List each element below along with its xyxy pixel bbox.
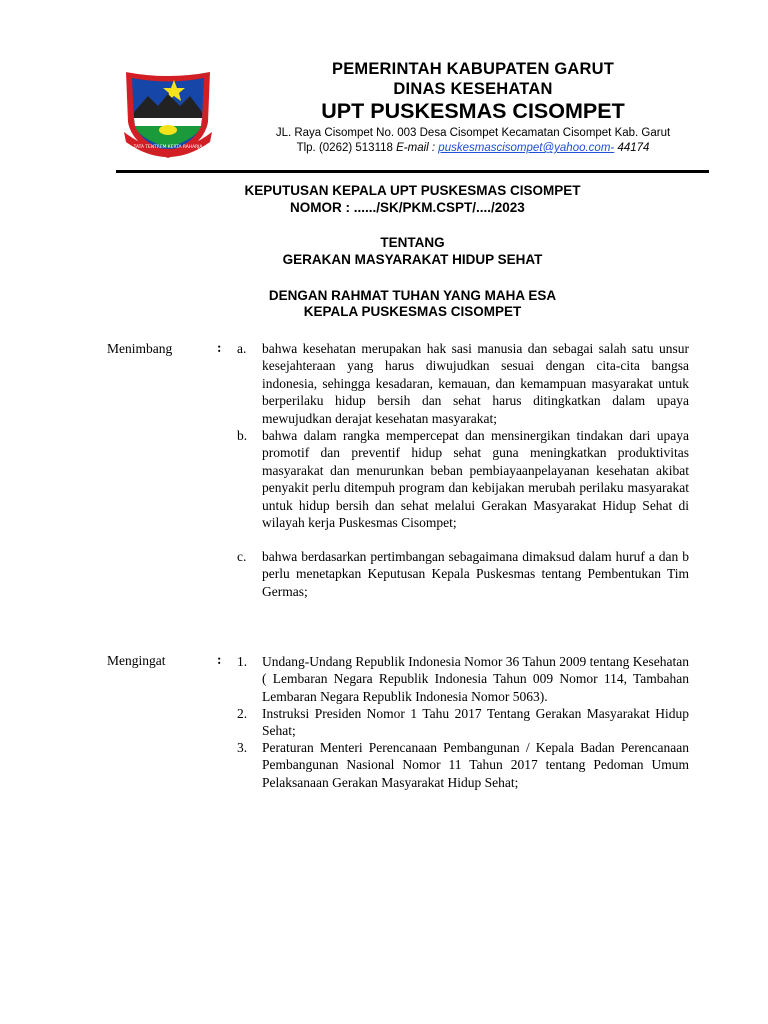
decree-number: NOMOR : ....../SK/PKM.CSPT/..../2023 — [290, 200, 525, 215]
decree-subject: GERAKAN MASYARAKAT HIDUP SEHAT — [282, 252, 543, 267]
section-label-mengingat: Mengingat — [107, 653, 166, 668]
section-colon: : — [217, 652, 222, 667]
list-marker: b. — [237, 428, 248, 443]
list-marker: a. — [237, 341, 247, 356]
list-marker: c. — [237, 549, 247, 564]
header-phone: Tlp. (0262) 513118 — [296, 142, 393, 154]
header-address: JL. Raya Cisompet No. 003 Desa Cisompet Kecamatan Cisompet Kab. Garut — [275, 127, 671, 139]
header-contact — [238, 142, 708, 154]
decree-rahmat: DENGAN RAHMAT TUHAN YANG MAHA ESA — [268, 288, 557, 303]
mengingat-item-1: Undang-Undang Republik Indonesia Nomor 36 Tahun 2009 tentang Kesehatan ( Lembaran Negara Republik Indonesia Tahun 009 Nomor 114, Tambahan Lembaran Negara Republik Indonesia Nomor 5063). — [262, 654, 689, 704]
garut-regency-emblem — [122, 66, 214, 160]
header-email-label: E-mail : — [396, 142, 436, 154]
header-government: PEMERINTAH KABUPATEN GARUT — [331, 60, 615, 78]
decree-title: KEPUTUSAN KEPALA UPT PUSKESMAS CISOMPET — [244, 183, 581, 198]
menimbang-item-c: bahwa berdasarkan pertimbangan sebagaimana dimaksud dalam huruf a dan b perlu menetapkan Keputusan Kepala Puskesmas tentang Pembentukan Tim Germas; — [262, 549, 689, 599]
header-department: DINAS KESEHATAN — [393, 80, 553, 98]
list-marker: 2. — [237, 706, 248, 721]
mengingat-item-2: Instruksi Presiden Nomor 1 Tahu 2017 Tentang Gerakan Masyarakat Hidup Sehat; — [262, 706, 689, 739]
section-colon: : — [217, 340, 222, 355]
decree-issuer: KEPALA PUSKESMAS CISOMPET — [303, 304, 522, 319]
header-divider — [116, 170, 709, 173]
mengingat-item-3: Peraturan Menteri Perencanaan Pembangunan / Kepala Badan Perencanaan Pembangunan Nasional Nomor 11 Tahun 2017 tentang Pedoman Umum Pelaksanaan Gerakan Masyarakat Hidup Sehat; — [262, 740, 689, 790]
svg-text:TATA TENTREM KERTA RAHARJA: TATA TENTREM KERTA RAHARJA — [133, 145, 203, 150]
header-email-link[interactable]: puskesmascisompet@yahoo.com- — [438, 142, 615, 154]
menimbang-item-b: bahwa dalam rangka mempercepat dan mensinergikan tindakan dari upaya promotif dan preventif hidup sehat guna meningkatkan produktivitas masyarakat dan menurunkan beban pembiayaanpelayanan kesehatan akibat penyakit perlu ditempuh program dan kebijakan merubah perilaku masyarakat untuk hidup bersih dan sehat melalui Gerakan Masyarakat Hidup Sehat di wilayah kerja Puskesmas Cisompet; — [262, 428, 689, 531]
list-marker: 3. — [237, 740, 248, 755]
header-postal-code: 44174 — [617, 142, 650, 154]
menimbang-item-a: bahwa kesehatan merupakan hak sasi manusia dan sebagai salah satu unsur kesejahteraan yang harus diwujudkan sesuai dengan cita-cita bangsa indonesia, sehingga kesadaran, kemauan, dan kemampuan masyarakat untuk berperilaku hidup bersih dan sehat harus ditingkatkan dalam upaya mewujudkan derajat kesehatan masyarakat; — [262, 341, 689, 426]
section-label-menimbang: Menimbang — [107, 341, 173, 356]
list-marker: 1. — [237, 654, 248, 669]
header-institution: UPT PUSKESMAS CISOMPET — [321, 99, 625, 123]
decree-tentang: TENTANG — [380, 235, 445, 250]
